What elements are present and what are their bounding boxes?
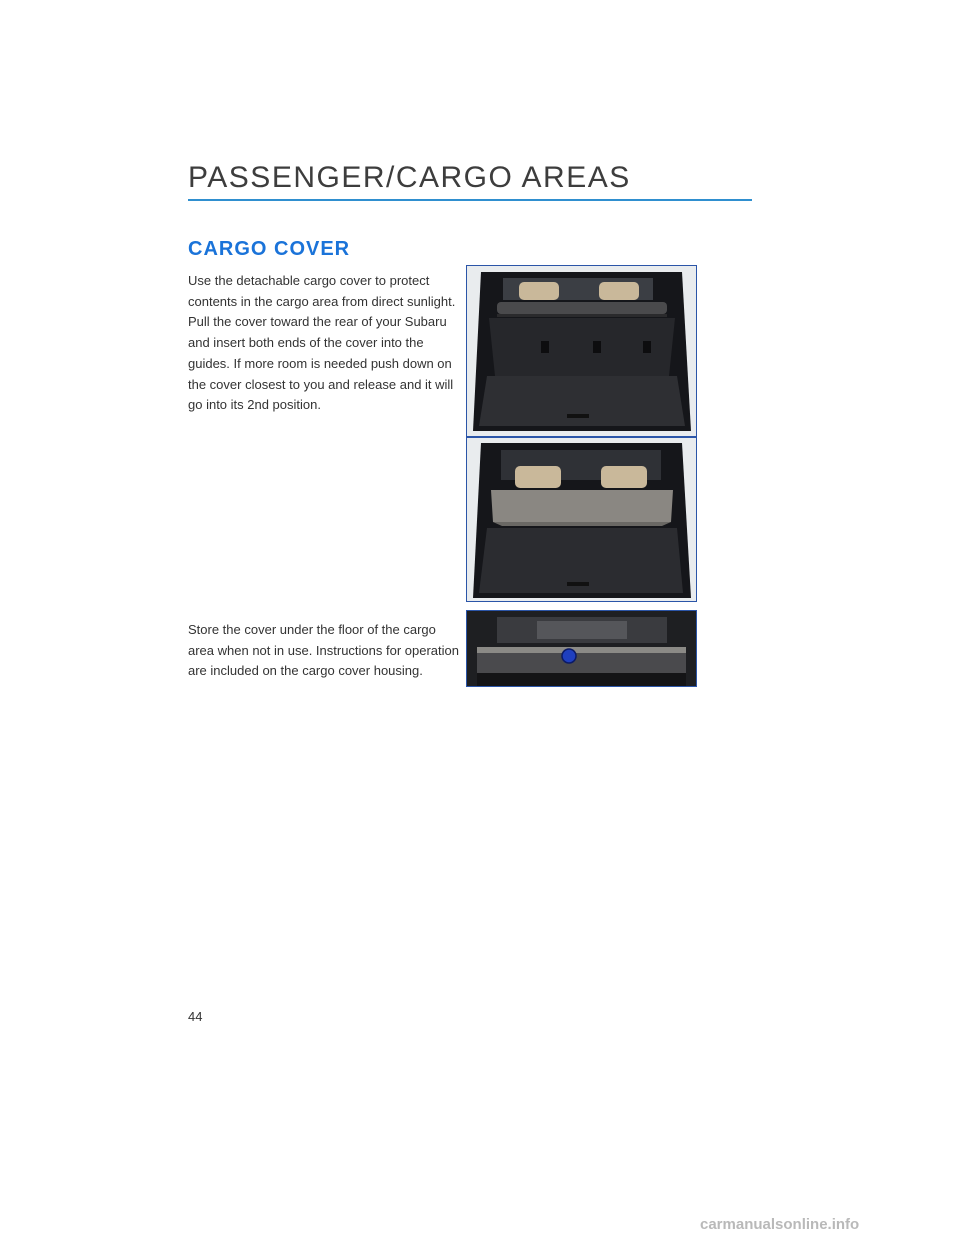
cargo-cover-storage-text: Store the cover under the floor of the cargo area when not in use. Instructions for operation are included on the cargo cover housing. [188, 622, 459, 679]
cargo-area-cover-installed-photo [466, 265, 697, 437]
header-rule [188, 199, 752, 201]
page-number: 44 [188, 1009, 203, 1024]
cargo-cover-instructions: Use the detachable cargo cover to protect contents in the cargo area from direct sunlight. Pull the cover toward the rear of your Subaru and insert both ends of the cover into the guides. If more room is needed push down on the cover closest to you and release and it will go into its 2nd position. [188, 273, 456, 413]
cargo-cover-underfloor-storage-photo [466, 610, 697, 687]
section-header: PASSENGER/CARGO AREAS [188, 161, 631, 194]
section-title: CARGO COVER [188, 238, 351, 260]
cargo-area-cover-2nd-position-photo [466, 437, 697, 602]
watermark-text: carmanualsonline.info [700, 1216, 860, 1233]
